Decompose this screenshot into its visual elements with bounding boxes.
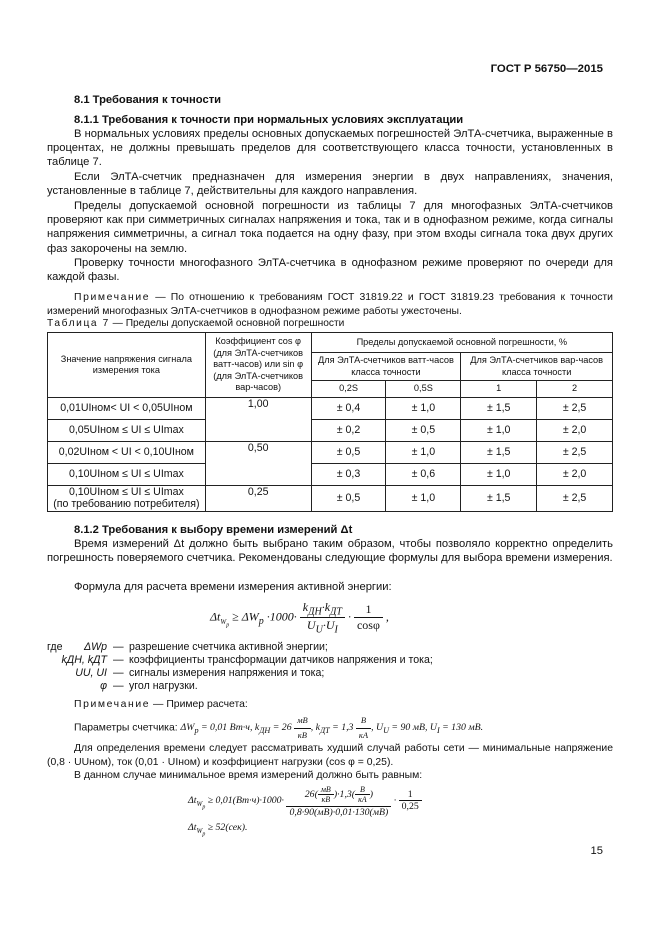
meter-params: [74, 714, 483, 742]
cell-condition-line1: 0,10UIном ≤ UI ≤ UImax: [68, 486, 184, 498]
cell-value: ± 2,0: [537, 464, 613, 486]
cell-value: ± 0,2: [311, 420, 386, 442]
def-symbol: φ: [100, 680, 107, 692]
def-dash: —: [113, 654, 124, 666]
def-text: угол нагрузки.: [129, 680, 198, 692]
paragraph: Формула для расчета времени измерения активной энергии:: [74, 581, 392, 593]
subsection-title: 8.1.1 Требования к точности при нормальных условиях эксплуатации: [74, 114, 464, 126]
note: [47, 291, 613, 318]
cell-coef: 1,00: [205, 398, 311, 442]
def-symbol: kДН, kДТ: [61, 654, 107, 666]
formula-main: $\Delta t_{W_p} \ge \Delta W_p \cdot 1000\cdot$ $\frac{k_{ДН}\cdot k_{ДТ}}{U_U\cdot U_I}$ · $\frac{1}{\cos\varphi}$ ,: [210, 600, 389, 636]
def-where: где: [47, 641, 63, 653]
table-row: [48, 464, 613, 486]
def-symbol: UU, UI: [75, 667, 107, 679]
class-header: 1: [461, 381, 537, 398]
table-row: [48, 398, 613, 420]
cell-value: ± 2,5: [537, 442, 613, 464]
cell-condition: 0,01UIном< UI < 0,05UIном: [48, 398, 206, 420]
col-header-var: Для ЭлТА-счетчиков вар-часов класса точности: [461, 353, 613, 381]
formula-result: $\Delta t_{W_p} \ge 52(сек)$.: [188, 822, 248, 838]
cell-value: ± 0,5: [311, 442, 386, 464]
table-row: [48, 486, 613, 512]
class-header: 0,2S: [311, 381, 386, 398]
section-title: 8.1 Требования к точности: [74, 94, 222, 106]
min-time-text: В данном случае минимальное время измерений должно быть равным:: [74, 770, 423, 781]
note2-text: — Пример расчета:: [150, 699, 248, 710]
def-text: коэффициенты трансформации датчиков напряжения и тока;: [129, 654, 433, 666]
page-number: 15: [590, 845, 603, 857]
paragraph: В нормальных условиях пределы основных допускаемых погрешностей ЭлТА-счетчика, выраженные в процентах, не должны превышать пределов для соответствующего класса точности, установленных в таблице 7.: [47, 128, 613, 169]
cell-value: ± 2,5: [537, 398, 613, 420]
paragraph: Если ЭлТА-счетчик предназначен для измерения энергии в двух направлениях, значения, установленные в таблице 7, действительны для каждого направления.: [47, 171, 613, 198]
cell-value: ± 0,3: [311, 464, 386, 486]
class-header: 0,5S: [386, 381, 461, 398]
paragraph: Пределы допускаемой основной погрешности из таблицы 7 для многофазных ЭлТА-счетчиков проверяют как при симметричных сигналах напряжения и тока, так и в однофазном режиме, когда сигналы напряжения симметричны, а сигнал тока подается на одну фазу, при этом входы сигнала тока двух других фаз закорочены на землю.: [47, 200, 613, 255]
worst-case-text: Для определения времени следует рассматривать худший случай работы сети — минимальные напряжение (0,8 · UUном), ток (0,01 · UIном) и коэффициент нагрузки (cos φ = 0,25).: [47, 743, 613, 768]
note-text: — По отношению к требованиям ГОСТ 31819.22 и ГОСТ 31819.23 требования к точности измерений многофазных ЭлТА-счетчиков в однофазном режиме работы ужесточены.: [47, 292, 613, 317]
col-header-coef: Коэффициент cos φ (для ЭлТА-счетчиков ватт-часов) или sin φ (для ЭлТА-счетчиков вар-часов): [205, 333, 311, 398]
cell-value: ± 1,0: [386, 442, 461, 464]
cell-condition: 0,10UIном ≤ UI ≤ UImax: [48, 464, 206, 486]
cell-value: ± 0,5: [386, 420, 461, 442]
paragraph: Проверку точности многофазного ЭлТА-счетчика в однофазном режиме проверяют по очереди для каждой фазы.: [47, 257, 613, 284]
cell-value: ± 1,0: [461, 420, 537, 442]
cell-condition: 0,05UIном ≤ UI ≤ UImax: [48, 420, 206, 442]
paragraph: Время измерений Δt должно быть выбрано таким образом, чтобы позволяло корректно определить погрешность поверяемого счетчика. Рекомендованы следующие формулы для выбора времени измерения.: [47, 538, 613, 565]
subsection-title-2: 8.1.2 Требования к выбору времени измерений Δt: [74, 524, 353, 536]
def-dash: —: [113, 641, 124, 653]
cell-value: ± 0,6: [386, 464, 461, 486]
cell-value: ± 1,0: [386, 486, 461, 512]
def-dash: —: [113, 667, 124, 679]
cell-value: ± 0,4: [311, 398, 386, 420]
table-row: [48, 442, 613, 464]
col-header-limits: Пределы допускаемой основной погрешности, %: [311, 333, 612, 353]
col-header-condition: Значение напряжения сигнала измерения тока: [48, 333, 206, 398]
cell-coef: 0,50: [205, 442, 311, 486]
accuracy-table: [47, 332, 613, 512]
table-row: [48, 420, 613, 442]
note-2: [74, 698, 248, 712]
params-formula: $\Delta W_p = 0,01$ Вт·ч, $k_{ДН} = 26$ $\frac{мВ}{кВ}$ , $k_{ДТ} = 1,3$ $\frac{В}{кА}$ , $U_U = 90$ мВ, $U_I = 130$ мВ.: [180, 715, 484, 740]
cell-value: ± 1,5: [461, 398, 537, 420]
def-text: разрешение счетчика активной энергии;: [129, 641, 328, 653]
cell-value: ± 0,5: [311, 486, 386, 512]
cell-value: ± 1,0: [461, 464, 537, 486]
cell-value: ± 1,5: [461, 486, 537, 512]
params-label: Параметры счетчика:: [74, 722, 178, 734]
cell-value: ± 1,5: [461, 442, 537, 464]
def-symbol: ΔWp: [84, 641, 107, 653]
cell-value: ± 2,0: [537, 420, 613, 442]
col-header-watt: Для ЭлТА-счетчиков ватт-часов класса точности: [311, 353, 461, 381]
cell-condition-line2: (по требованию потребителя): [53, 497, 200, 510]
table-caption: [47, 318, 344, 329]
cell-coef: 0,25: [205, 486, 311, 512]
cell-value: ± 1,0: [386, 398, 461, 420]
class-header: 2: [537, 381, 613, 398]
cell-value: ± 2,5: [537, 486, 613, 512]
def-dash: —: [113, 680, 124, 692]
note-label: Примечание: [74, 292, 151, 303]
table-caption-text: — Пределы допускаемой основной погрешности: [109, 318, 345, 329]
cell-condition: 0,02UIном < UI < 0,10UIном: [48, 442, 206, 464]
formula-example: $\Delta t_{W_p} \ge 0,01(Вт\cdot ч)\cdot 1000\cdot$ 26( $\frac{мВ}{кВ}$ )·1,3( $\frac{В}{кА}$ ) 0,8·90(мВ)·0,01·130(мВ) · $\frac{1}{0,25}$: [188, 783, 422, 818]
doc-id: ГОСТ Р 56750—2015: [490, 63, 603, 75]
def-text: сигналы измерения напряжения и тока;: [129, 667, 325, 679]
cell-condition: [48, 486, 206, 512]
result-value: ≥ 52(сек).: [207, 822, 248, 833]
note2-label: Примечание: [74, 699, 151, 710]
table-caption-label: Таблица 7: [47, 318, 110, 329]
